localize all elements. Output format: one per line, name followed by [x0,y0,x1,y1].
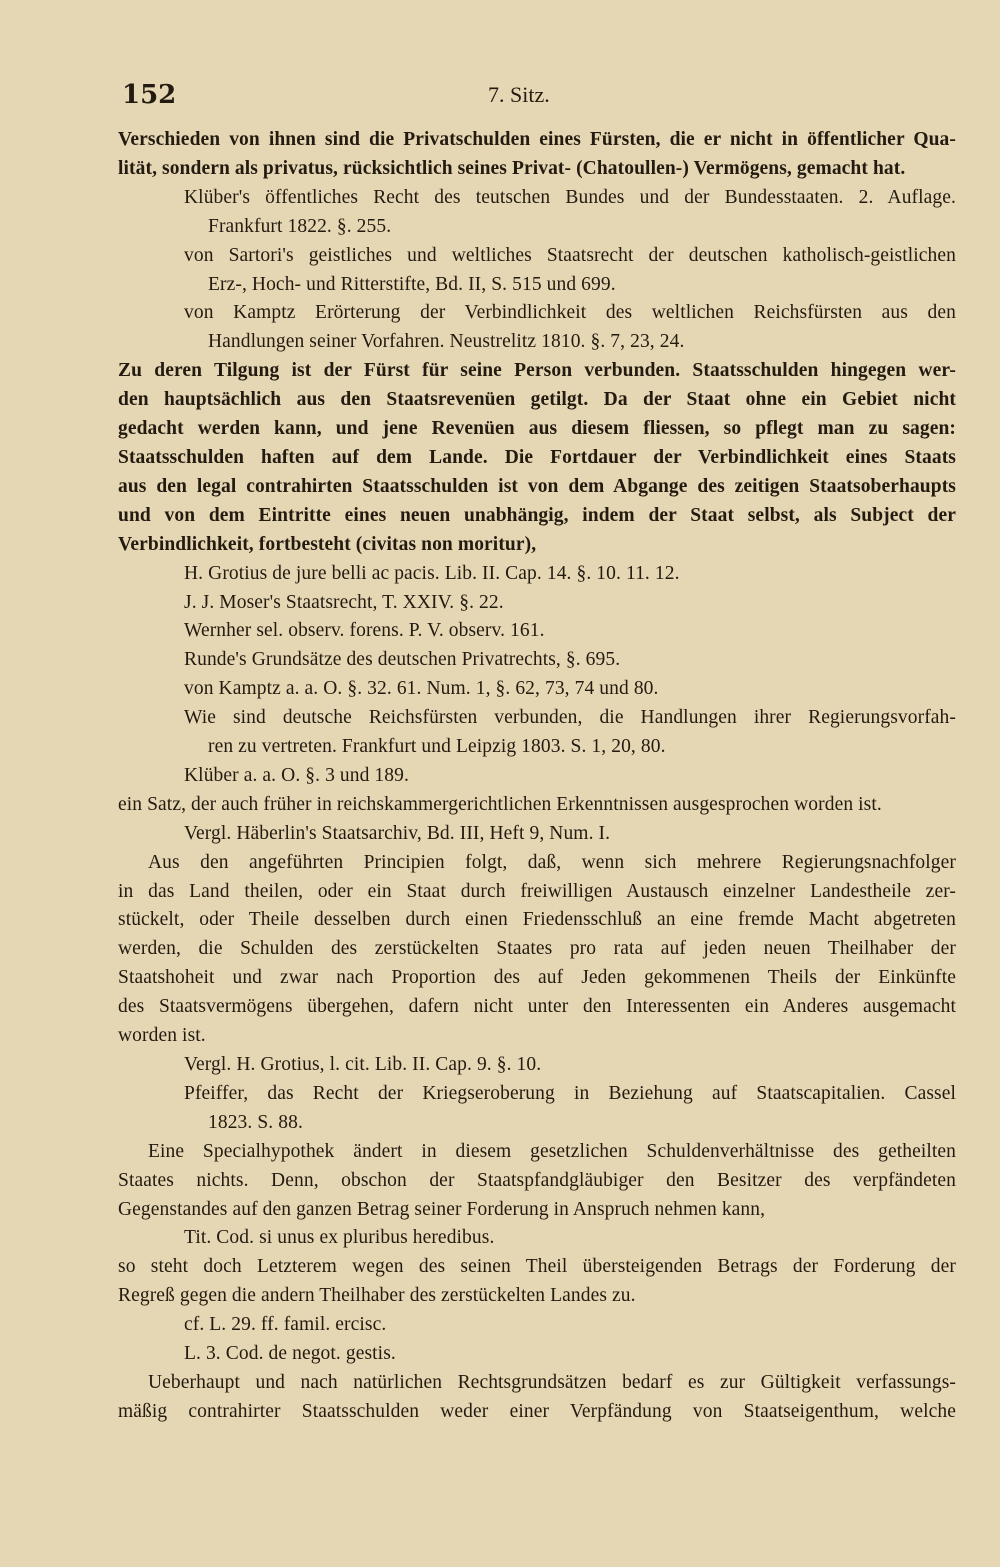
text-line: Handlungen seiner Vorfahren. Neustrelitz 1810. §. 7, 23, 24. [208,331,685,353]
text-line: Frankfurt 1822. §. 255. [208,215,392,237]
text-line: Wie sind deutsche Reichsfürsten verbunden, die Handlungen ihrer Regierungsvorfah- [184,707,956,729]
text-line: Wernher sel. observ. forens. P. V. observ. 161. [184,620,545,642]
text-line: Klüber's öffentliches Recht des teutschen Bundes und der Bundesstaaten. 2. Auflage. [184,186,956,208]
text-line: von Kamptz a. a. O. §. 32. 61. Num. 1, §. 62, 73, 74 und 80. [184,678,659,700]
text-line: Tit. Cod. si unus ex pluribus heredibus. [184,1227,495,1249]
text-line: Vergl. H. Grotius, l. cit. Lib. II. Cap. 9. §. 10. [184,1054,542,1075]
page-body [118,126,956,1427]
text-line: lität, sondern als privatus, rücksichtlich seines Privat- (Chatoullen-) Vermögens, gemacht hat. [118,157,906,179]
text-line: den hauptsächlich aus den Staatsrevenüen getilgt. Da der Staat ohne ein Gebiet nicht [118,389,956,411]
text-line: aus den legal contrahirten Staatsschulden ist von dem Abgange des zeitigen Staatsoberhaupts [118,475,956,497]
text-line: von Kamptz Erörterung der Verbindlichkeit des weltlichen Reichsfürsten aus den [184,302,956,324]
text-line: werden, die Schulden des zerstückelten Staates pro rata auf jeden neuen Theilhaber der [118,938,956,960]
text-line: Vergl. Häberlin's Staatsarchiv, Bd. III, Heft 9, Num. I. [184,822,611,844]
page-number: 152 [122,80,177,110]
text-line: in das Land theilen, oder ein Staat durch freiwilligen Austausch einzelner Landestheile zer- [118,880,956,902]
text-line: Eine Specialhypothek ändert in diesem gesetzlichen Schuldenverhältnisse des getheilten [148,1140,956,1162]
text-line: so steht doch Letzterem wegen des seinen Theil übersteigenden Betrags der Forderung der [118,1256,956,1278]
text-line: gedacht werden kann, und jene Revenüen aus diesem fliessen, so pflegt man zu sagen: [118,418,956,440]
text-line: 1823. S. 88. [208,1111,303,1133]
text-line: Erz-, Hoch- und Ritterstifte, Bd. II, S. 515 und 699. [208,273,616,295]
text-line: Klüber a. a. O. §. 3 und 189. [184,764,409,786]
text-line: von Sartori's geistliches und weltliches Staatsrecht der deutschen katholisch-geistlichen [184,244,956,266]
text-line: L. 3. Cod. de negot. gestis. [184,1343,396,1365]
text-line: Regreß gegen die andern Theilhaber des zerstückelten Landes zu. [118,1285,636,1307]
text-line: H. Grotius de jure belli ac pacis. Lib. II. Cap. 14. §. 10. 11. 12. [184,562,680,584]
text-line: worden ist. [118,1025,206,1047]
text-line: Staatsschulden haften auf dem Lande. Die Fortdauer der Verbindlichkeit eines Staats [118,446,956,468]
text-line: stückelt, oder Theile desselben durch einen Friedensschluß an eine fremde Macht abgetreten [118,909,956,931]
text-line: Pfeiffer, das Recht der Kriegseroberung in Beziehung auf Staatscapitalien. Cassel [184,1082,956,1104]
text-line: ein Satz, der auch früher in reichskammergerichtlichen Erkenntnissen ausgesprochen worden ist. [118,793,882,815]
text-line: cf. L. 29. ff. famil. ercisc. [184,1314,387,1336]
text-line: Ueberhaupt und nach natürlichen Rechtsgrundsätzen bedarf es zur Gültigkeit verfassungs- [148,1371,956,1393]
text-line: und von dem Eintritte eines neuen unabhängig, indem der Staat selbst, als Subject der [118,504,956,526]
text-line: Staatshoheit und zwar nach Proportion des auf Jeden gekommenen Theils der Einkünfte [118,967,956,989]
text-line: Verschieden von ihnen sind die Privatschulden eines Fürsten, die er nicht in öffentlicher Qua- [118,129,956,150]
text-line: Zu deren Tilgung ist der Fürst für seine Person verbunden. Staatsschulden hingegen wer- [118,360,956,382]
text-line: Gegenstandes auf den ganzen Betrag seiner Forderung in Anspruch nehmen kann, [118,1198,766,1220]
text-line: des Staatsvermögens übergehen, dafern nicht unter den Interessenten ein Anderes ausgemacht [118,996,956,1018]
page-header [118,72,956,112]
text-line: ren zu vertreten. Frankfurt und Leipzig 1803. S. 1, 20, 80. [208,736,666,758]
text-line: Verbindlichkeit, fortbesteht (civitas non moritur), [118,533,537,555]
running-head: 7. Sitz. [488,82,550,107]
text-line: J. J. Moser's Staatsrecht, T. XXIV. §. 22. [184,591,504,613]
text-line: Runde's Grundsätze des deutschen Privatrechts, §. 695. [184,649,621,671]
text-line: mäßig contrahirter Staatsschulden weder einer Verpfändung von Staatseigenthum, welche [118,1400,956,1422]
text-line: Staates nichts. Denn, obschon der Staatspfandgläubiger den Besitzer des verpfändeten [118,1169,956,1191]
text-line: Aus den angeführten Principien folgt, daß, wenn sich mehrere Regierungsnachfolger [148,851,956,873]
